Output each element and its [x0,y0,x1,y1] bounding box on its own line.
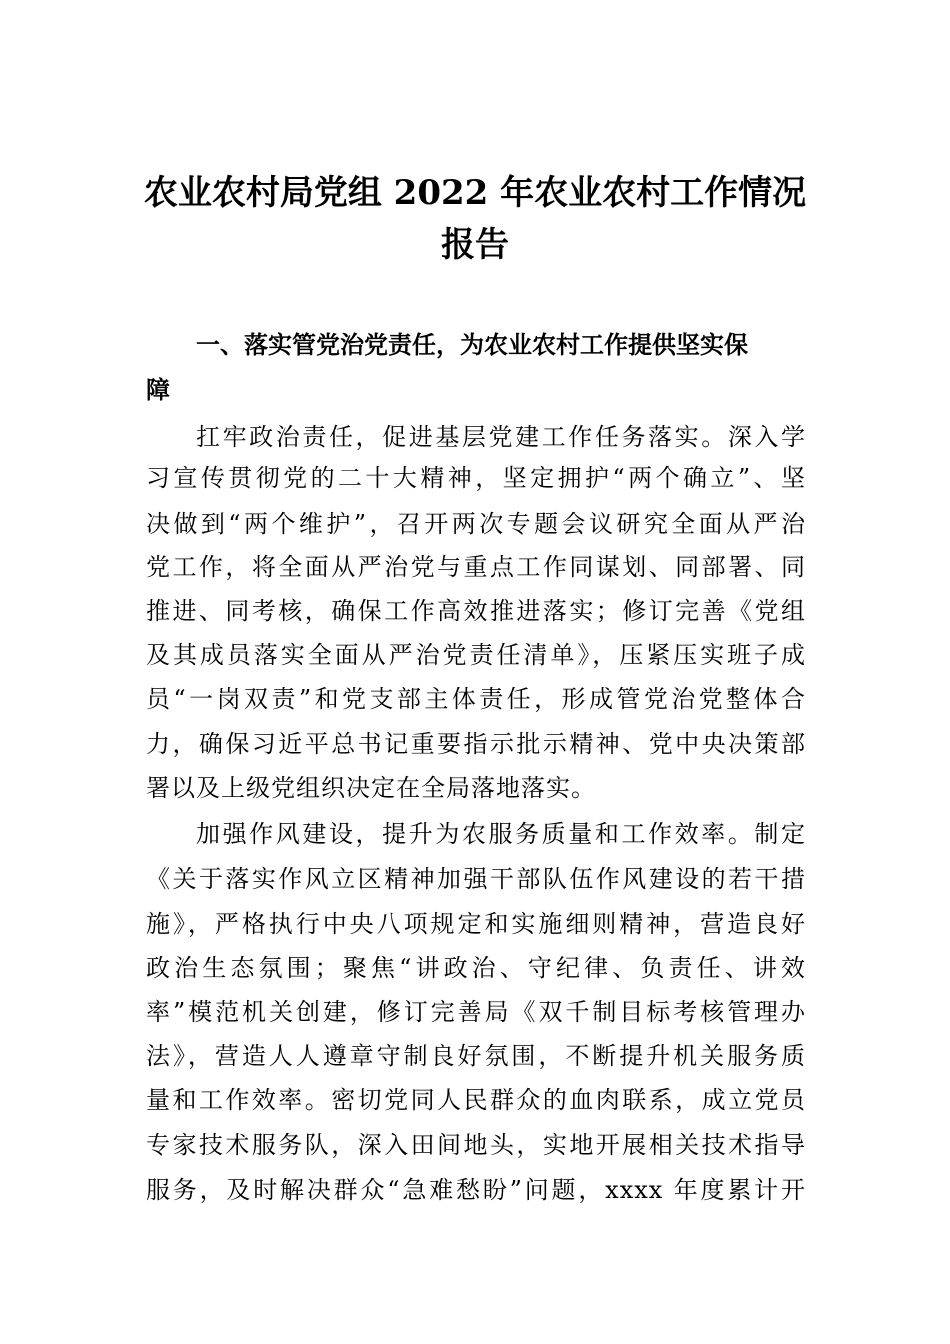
paragraph-1-line: 力，确保习近平总书记重要指示批示精神、党中央决策部 [146,730,806,758]
section-heading-line-2: 障 [146,375,170,404]
paragraph-1-line: 习宣传贯彻党的二十大精神，坚定拥护“两个确立”、坚 [146,464,806,492]
paragraph-2-line: 法》，营造人人遵章守制良好氛围，不断提升机关服务质 [146,1042,806,1070]
paragraph-1-line: 署以及上级党组织决定在全局落地落实。 [146,774,596,802]
paragraph-1-line: 推进、同考核，确保工作高效推进落实；修订完善《党组 [146,597,806,625]
paragraph-2-line: 加强作风建设，提升为农服务质量和工作效率。制定 [196,820,806,848]
paragraph-1-line: 党工作，将全面从严治党与重点工作同谋划、同部署、同 [146,553,806,581]
paragraph-2-line: 率”模范机关创建，修订完善局《双千制目标考核管理办 [146,998,806,1026]
paragraph-1-line: 扛牢政治责任，促进基层党建工作任务落实。深入学 [196,423,806,451]
paragraph-1-line: 决做到“两个维护”，召开两次专题会议研究全面从严治 [146,510,806,538]
document-title-line-1: 农业农村局党组 2022 年农业农村工作情况 [143,173,807,213]
paragraph-2-line: 量和工作效率。密切党同人民群众的血肉联系，成立党员 [146,1086,806,1114]
paragraph-2-line: 《关于落实作风立区精神加强干部队伍作风建设的若干措 [146,865,806,893]
section-heading-line-1: 一、落实管党治党责任，为农业农村工作提供坚实保 [196,330,748,359]
paragraph-2-line: 专家技术服务队，深入田间地头，实地开展相关技术指导 [146,1131,806,1159]
paragraph-2-line: 服务，及时解决群众“急难愁盼”问题，xxxx 年度累计开 [146,1176,806,1204]
paragraph-2-line: 施》，严格执行中央八项规定和实施细则精神，营造良好 [146,910,806,938]
paragraph-1-line: 及其成员落实全面从严治党责任清单》，压紧压实班子成 [146,641,806,669]
paragraph-2-line: 政治生态氛围；聚焦“讲政治、守纪律、负责任、讲效 [146,954,806,982]
paragraph-1-line: 员“一岗双责”和党支部主体责任，形成管党治党整体合 [146,685,806,713]
document-title-line-2: 报告 [441,225,509,265]
